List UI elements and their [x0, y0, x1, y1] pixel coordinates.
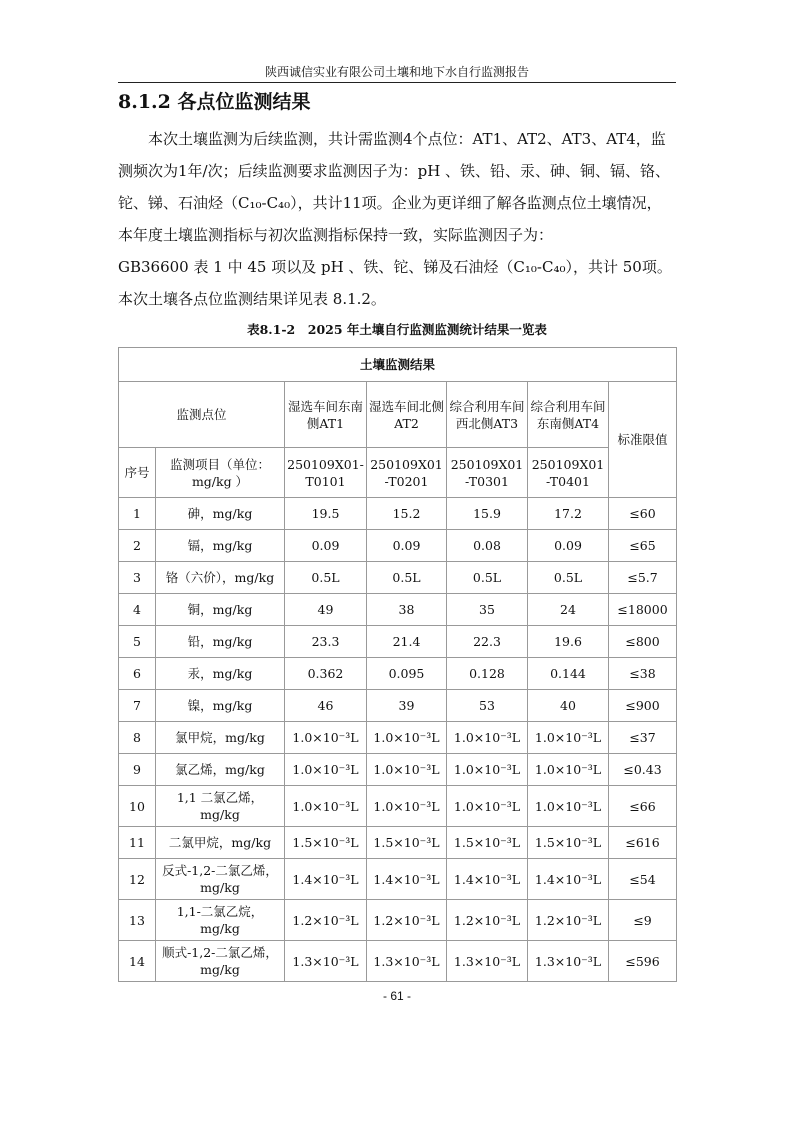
value-cell: 1.0×10⁻³L [528, 754, 609, 786]
standard-cell: ≤37 [609, 722, 677, 754]
item-cell: 二氯甲烷，mg/kg [156, 827, 285, 859]
standard-cell: ≤9 [609, 900, 677, 941]
value-cell: 0.5L [285, 562, 367, 594]
item-cell: 铅，mg/kg [156, 626, 285, 658]
value-cell: 24 [528, 594, 609, 626]
table-row [119, 859, 677, 900]
value-cell: 1.0×10⁻³L [447, 786, 528, 827]
item-cell: 1,1 二氯乙烯，mg/kg [156, 786, 285, 827]
value-cell: 0.5L [528, 562, 609, 594]
paragraph-2: GB36600 表 1 中 45 项以及 pH 、铁、铊、锑及石油烃（C₁₀-C₄₀），共计 50项。 [118, 258, 672, 276]
item-cell: 顺式-1,2-二氯乙烯，mg/kg [156, 941, 285, 982]
table-row [119, 786, 677, 827]
value-cell: 1.2×10⁻³L [285, 900, 367, 941]
point-name: 湿选车间东南侧AT1 [285, 382, 367, 448]
body-text [118, 123, 676, 315]
standard-cell: ≤596 [609, 941, 677, 982]
sample-code: 250109X01-T0301 [447, 448, 528, 498]
value-cell: 1.0×10⁻³L [367, 722, 447, 754]
value-cell: 0.144 [528, 658, 609, 690]
value-cell: 1.0×10⁻³L [528, 786, 609, 827]
standard-cell: ≤66 [609, 786, 677, 827]
value-cell: 1.3×10⁻³L [447, 941, 528, 982]
value-cell: 1.2×10⁻³L [447, 900, 528, 941]
item-label: 监测项目（单位：mg/kg ） [156, 448, 285, 498]
value-cell: 35 [447, 594, 528, 626]
item-cell: 氯甲烷，mg/kg [156, 722, 285, 754]
table-row [119, 626, 677, 658]
value-cell: 23.3 [285, 626, 367, 658]
value-cell: 46 [285, 690, 367, 722]
seq-cell: 5 [119, 626, 156, 658]
table-row [119, 722, 677, 754]
seq-cell: 8 [119, 722, 156, 754]
standard-label: 标准限值 [609, 382, 677, 498]
value-cell: 1.4×10⁻³L [528, 859, 609, 900]
point-label: 监测点位 [119, 382, 285, 448]
table-row [119, 754, 677, 786]
item-cell: 铬（六价），mg/kg [156, 562, 285, 594]
value-cell: 1.3×10⁻³L [528, 941, 609, 982]
value-cell: 1.0×10⁻³L [367, 786, 447, 827]
value-cell: 40 [528, 690, 609, 722]
value-cell: 22.3 [447, 626, 528, 658]
standard-cell: ≤800 [609, 626, 677, 658]
value-cell: 19.5 [285, 498, 367, 530]
point-name: 综合利用车间东南侧AT4 [528, 382, 609, 448]
results-table [118, 347, 677, 982]
value-cell: 1.5×10⁻³L [285, 827, 367, 859]
value-cell: 0.09 [528, 530, 609, 562]
value-cell: 21.4 [367, 626, 447, 658]
value-cell: 0.128 [447, 658, 528, 690]
value-cell: 49 [285, 594, 367, 626]
value-cell: 15.9 [447, 498, 528, 530]
value-cell: 17.2 [528, 498, 609, 530]
value-cell: 19.6 [528, 626, 609, 658]
item-cell: 砷，mg/kg [156, 498, 285, 530]
value-cell: 1.3×10⁻³L [285, 941, 367, 982]
standard-cell: ≤65 [609, 530, 677, 562]
value-cell: 1.3×10⁻³L [367, 941, 447, 982]
value-cell: 1.4×10⁻³L [367, 859, 447, 900]
standard-cell: ≤616 [609, 827, 677, 859]
item-cell: 铜，mg/kg [156, 594, 285, 626]
seq-cell: 11 [119, 827, 156, 859]
point-name: 湿选车间北侧AT2 [367, 382, 447, 448]
value-cell: 1.4×10⁻³L [285, 859, 367, 900]
table-title: 土壤监测结果 [119, 348, 677, 382]
value-cell: 38 [367, 594, 447, 626]
value-cell: 0.095 [367, 658, 447, 690]
standard-cell: ≤0.43 [609, 754, 677, 786]
table-row [119, 941, 677, 982]
standard-cell: ≤54 [609, 859, 677, 900]
standard-cell: ≤18000 [609, 594, 677, 626]
table-caption: 表8.1-2 2025 年土壤自行监测监测统计结果一览表 [247, 322, 547, 337]
seq-cell: 2 [119, 530, 156, 562]
table-row [119, 530, 677, 562]
value-cell: 1.4×10⁻³L [447, 859, 528, 900]
seq-cell: 7 [119, 690, 156, 722]
value-cell: 1.5×10⁻³L [447, 827, 528, 859]
value-cell: 0.08 [447, 530, 528, 562]
value-cell: 0.5L [447, 562, 528, 594]
table-row [119, 594, 677, 626]
value-cell: 1.0×10⁻³L [285, 786, 367, 827]
table-row [119, 562, 677, 594]
value-cell: 39 [367, 690, 447, 722]
table-row [119, 498, 677, 530]
section-title: 8.1.2 各点位监测结果 [118, 91, 311, 113]
item-cell: 1,1-二氯乙烷，mg/kg [156, 900, 285, 941]
seq-cell: 14 [119, 941, 156, 982]
seq-cell: 3 [119, 562, 156, 594]
seq-cell: 1 [119, 498, 156, 530]
value-cell: 0.5L [367, 562, 447, 594]
value-cell: 1.0×10⁻³L [285, 754, 367, 786]
seq-cell: 9 [119, 754, 156, 786]
value-cell: 1.0×10⁻³L [367, 754, 447, 786]
table-row [119, 658, 677, 690]
item-cell: 氯乙烯，mg/kg [156, 754, 285, 786]
value-cell: 0.362 [285, 658, 367, 690]
value-cell: 0.09 [285, 530, 367, 562]
item-cell: 镍，mg/kg [156, 690, 285, 722]
value-cell: 1.0×10⁻³L [447, 722, 528, 754]
value-cell: 1.2×10⁻³L [367, 900, 447, 941]
seq-cell: 10 [119, 786, 156, 827]
table-row [119, 900, 677, 941]
value-cell: 1.5×10⁻³L [528, 827, 609, 859]
standard-cell: ≤5.7 [609, 562, 677, 594]
value-cell: 1.0×10⁻³L [285, 722, 367, 754]
standard-cell: ≤38 [609, 658, 677, 690]
running-header: 陕西诚信实业有限公司土壤和地下水自行监测报告 [264, 65, 529, 79]
value-cell: 0.09 [367, 530, 447, 562]
sample-code: 250109X01-T0401 [528, 448, 609, 498]
standard-cell: ≤60 [609, 498, 677, 530]
item-cell: 反式-1,2-二氯乙烯，mg/kg [156, 859, 285, 900]
page-number: - 61 - [382, 989, 411, 1003]
value-cell: 1.0×10⁻³L [447, 754, 528, 786]
seq-cell: 13 [119, 900, 156, 941]
seq-cell: 12 [119, 859, 156, 900]
item-cell: 镉，mg/kg [156, 530, 285, 562]
sample-code: 250109X01-T0101 [285, 448, 367, 498]
item-cell: 汞，mg/kg [156, 658, 285, 690]
value-cell: 1.5×10⁻³L [367, 827, 447, 859]
header-divider [118, 82, 676, 83]
value-cell: 1.0×10⁻³L [528, 722, 609, 754]
paragraph-3: 本次土壤各点位监测结果详见表 8.1.2。 [118, 290, 386, 308]
seq-label: 序号 [119, 448, 156, 498]
value-cell: 1.2×10⁻³L [528, 900, 609, 941]
seq-cell: 6 [119, 658, 156, 690]
paragraph-1: 本次土壤监测为后续监测，共计需监测4个点位：AT1、AT2、AT3、AT4，监测频次为1年/次；后续监测要求监测因子为：pH 、铁、铅、汞、砷、铜、镉、铬、铊、锑、石油烃（C₁₀-C₄₀），共计11项。企业为更详细了解各监测点位土壤情况，本年度土壤监测指标与初次监测指标保持一致，实际监测因子为： [118, 130, 671, 244]
table-row [119, 827, 677, 859]
value-cell: 15.2 [367, 498, 447, 530]
seq-cell: 4 [119, 594, 156, 626]
sample-code: 250109X01-T0201 [367, 448, 447, 498]
value-cell: 53 [447, 690, 528, 722]
standard-cell: ≤900 [609, 690, 677, 722]
table-row [119, 690, 677, 722]
point-name: 综合利用车间西北侧AT3 [447, 382, 528, 448]
